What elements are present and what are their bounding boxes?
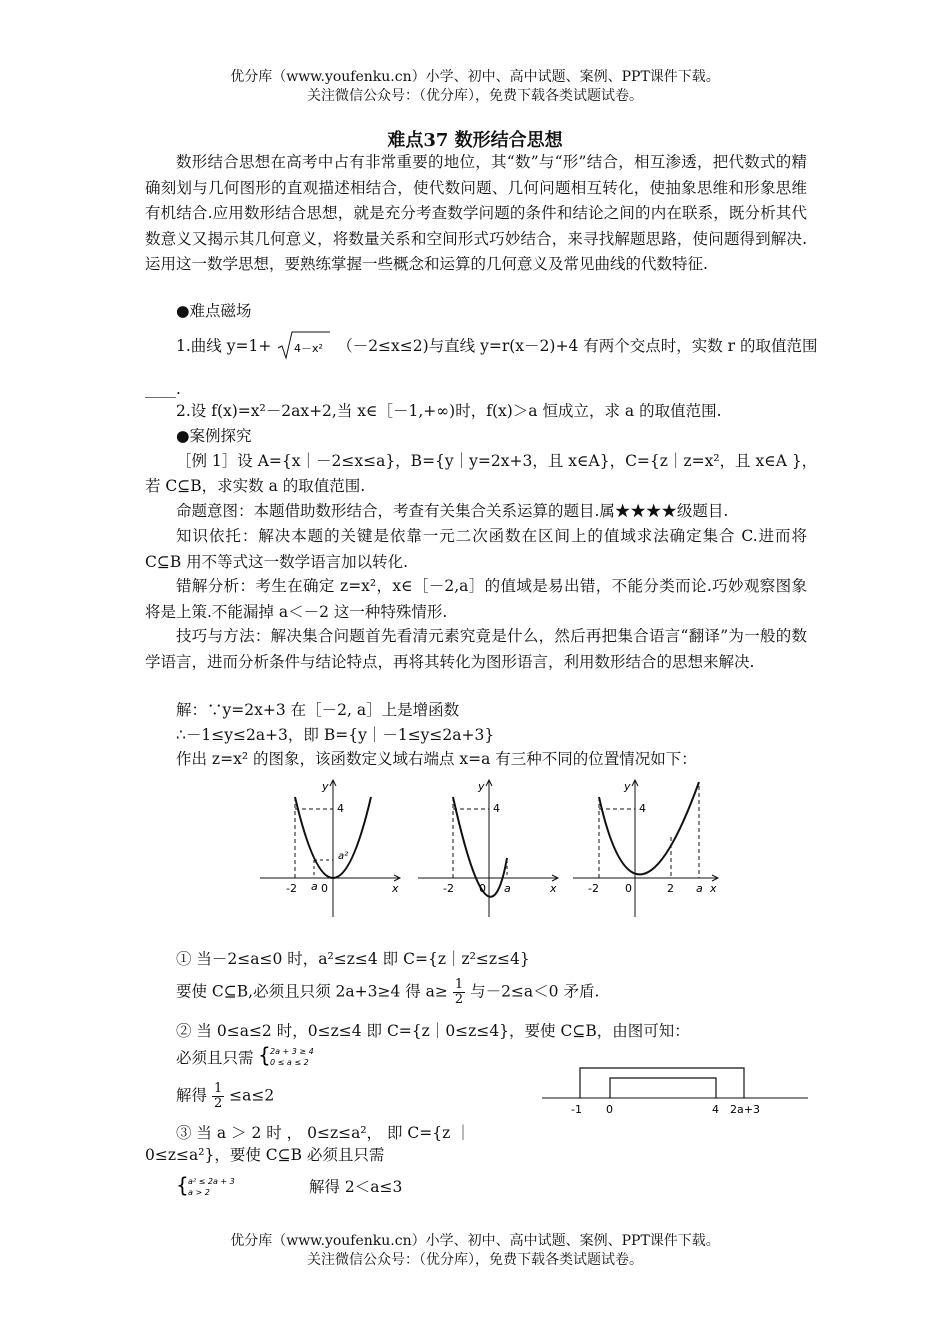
system-3-eq2: a > 2 [188, 1188, 210, 1197]
tick-2: 2 [667, 882, 674, 895]
graph-case-3 [573, 780, 718, 917]
x-axis-label: x [710, 882, 717, 895]
tick-0: 0 [479, 882, 486, 895]
tick-4: 4 [493, 802, 500, 815]
header-line-2: 关注微信公众号：（优分库），免费下载各类试题试卷。 [307, 88, 643, 104]
case-2-line-2 [176, 1044, 338, 1074]
y-axis-label: y [624, 780, 631, 793]
nl-tick-2a3: 2a+3 [730, 1103, 760, 1116]
q1-suffix: （－2≤x≤2)与直线 y=r(x－2)+4 有两个交点时，实数 r 的取值范围 [337, 337, 818, 355]
x-axis-label: x [550, 882, 557, 895]
inequality-system-2 [258, 1044, 338, 1074]
intro-paragraph: 数形结合思想在高考中占有非常重要的地位，其“数”与“形”结合，相互渗透，把代数式的精确刻划与几何图形的直观描述相结合，使代数问题、几何问题相互转化，使抽象思维和形象思维有机结合.应用数形结合思想，就是充分考查数学问题的条件和结论之间的内在联系，既分析其代数意义又揭示其几何意义，将数量关系和空间形式巧妙结合，来寻找解题思路，使问题得到解决.运用这一数学思想，要熟练掌握一些概念和运算的几何意义及常见曲线的代数特征. [145, 153, 807, 274]
case-2-text: 必须且只需 [176, 1049, 254, 1067]
error-paragraph: 错解分析：考生在确定 z=x²，x∈［－2,a］的值域是易出错，不能分类而论.巧妙观察图象将是上策.不能漏掉 a＜－2 这一种特殊情形. [145, 577, 807, 621]
system-3-eq1: a² ≤ 2a + 3 [188, 1177, 235, 1186]
case-2-line-3 [176, 1082, 274, 1111]
system-2-eq1: 2a + 3 ≥ 4 [270, 1047, 315, 1056]
solution-line-1: 解：∵y=2x+3 在［－2, a］上是增函数 [176, 701, 460, 719]
intent-paragraph: 命题意图：本题借助数形结合，考查有关集合关系运算的题目.属★★★★级题目. [176, 502, 729, 520]
svg-text:{: { [176, 1173, 189, 1197]
solution-line-2: ∴－1≤y≤2a+3，即 B={y｜－1≤y≤2a+3} [176, 726, 495, 744]
footer-line-1: 优分库（www.youfenku.cn）小学、初中、高中试题、案例、PPT课件下载。 [230, 1233, 720, 1249]
tick-0: 0 [625, 882, 632, 895]
y-axis-label: y [322, 780, 329, 793]
nl-tick-0: 0 [606, 1103, 613, 1116]
tick-neg2: -2 [588, 882, 599, 895]
sqrt-expression [276, 326, 332, 368]
case-1-text: 要使 C⊆B,必须且只须 2a+3≥4 得 a≥ [176, 982, 448, 1001]
case-1-tail: 与－2≤a＜0 矛盾. [470, 982, 600, 1001]
inequality-system-3 [176, 1172, 304, 1204]
case-2-result: ≤a≤2 [229, 1086, 275, 1105]
case-3-line-2: 0≤z≤a²}，要使 C⊆B 必须且只需 [145, 1146, 385, 1164]
knowledge-paragraph: 知识依托：解决本题的关键是依靠一元二次函数在区间上的值域求法确定集合 C.进而将 C⊆B 用不等式这一数学语言加以转化. [145, 527, 807, 571]
technique-paragraph: 技巧与方法：解决集合问题首先看清元素究竟是什么，然后再把集合语言“翻译”为一般的数学语言，进而分析条件与结论特点，再将其转化为图形语言，利用数形结合的思想来解决. [145, 627, 807, 671]
nl-tick-4: 4 [712, 1103, 719, 1116]
number-line-diagram [540, 1062, 810, 1118]
graph-case-2 [418, 780, 558, 917]
nl-tick-neg1: -1 [571, 1103, 582, 1116]
tick-4: 4 [337, 802, 344, 815]
tick-a: a [696, 882, 703, 895]
case-2-solve: 解得 [176, 1086, 208, 1105]
tick-a: a [311, 880, 318, 893]
example-1-question: 若 C⊆B，求实数 a 的取值范围. [145, 477, 366, 495]
parabola-graphs [255, 772, 725, 920]
tick-4: 4 [639, 802, 646, 815]
tick-neg2: -2 [286, 882, 297, 895]
q1-prefix: 1.曲线 y=1+ [176, 337, 272, 355]
fraction-one-half: $\frac{1}{2}$ [213, 1081, 223, 1111]
section-heading-cases: ●案例探究 [176, 427, 252, 445]
y-axis-label: y [478, 780, 485, 793]
solution-line-3: 作出 z=x² 的图象，该函数定义域右端点 x=a 有三种不同的位置情况如下： [176, 750, 697, 768]
case-3-line-3 [176, 1172, 402, 1204]
x-axis-label: x [392, 882, 399, 895]
case-3-result: 解得 2＜a≤3 [308, 1178, 403, 1196]
fraction-one-half: $\frac{1}{2}$ [454, 977, 464, 1007]
tick-a2: a² [338, 851, 349, 862]
footer-line-2: 关注微信公众号：（优分库），免费下载各类试题试卷。 [307, 1252, 643, 1268]
case-1-line-1: ① 当－2≤a≤0 时，a²≤z≤4 即 C={z｜z²≤z≤4} [176, 950, 530, 968]
q1-answer-blank: ____. [145, 380, 181, 398]
example-1-statement: ［例 1］设 A={x｜－2≤x≤a}，B={y｜y=2x+3，且 x∈A}，C={z｜z=x²，且 x∈A }， [176, 452, 818, 470]
case-1-line-2 [176, 978, 599, 1007]
sqrt-radicand: 4－x² [294, 342, 324, 355]
graph-case-1 [260, 780, 400, 917]
section-heading-difficulty: ●难点磁场 [176, 302, 252, 320]
page-title: 难点37 数形结合思想 [387, 130, 563, 151]
case-3-line-1: ③ 当 a ＞ 2 时 ， 0≤z≤a²， 即 C={z ｜ [176, 1124, 471, 1142]
case-2-line-1: ② 当 0≤a≤2 时，0≤z≤4 即 C={z｜0≤z≤4}，要使 C⊆B，由图可知： [176, 1022, 690, 1040]
question-2: 2.设 f(x)=x²－2ax+2,当 x∈［－1,+∞)时，f(x)＞a 恒成立，求 a 的取值范围. [176, 402, 722, 420]
header-line-1: 优分库（www.youfenku.cn）小学、初中、高中试题、案例、PPT课件下载。 [230, 69, 720, 85]
tick-0: 0 [321, 882, 328, 895]
svg-text:{: { [258, 1044, 272, 1067]
tick-a: a [504, 882, 511, 895]
system-2-eq2: 0 ≤ a ≤ 2 [270, 1058, 310, 1067]
tick-neg2: -2 [443, 882, 454, 895]
question-1 [176, 326, 818, 368]
